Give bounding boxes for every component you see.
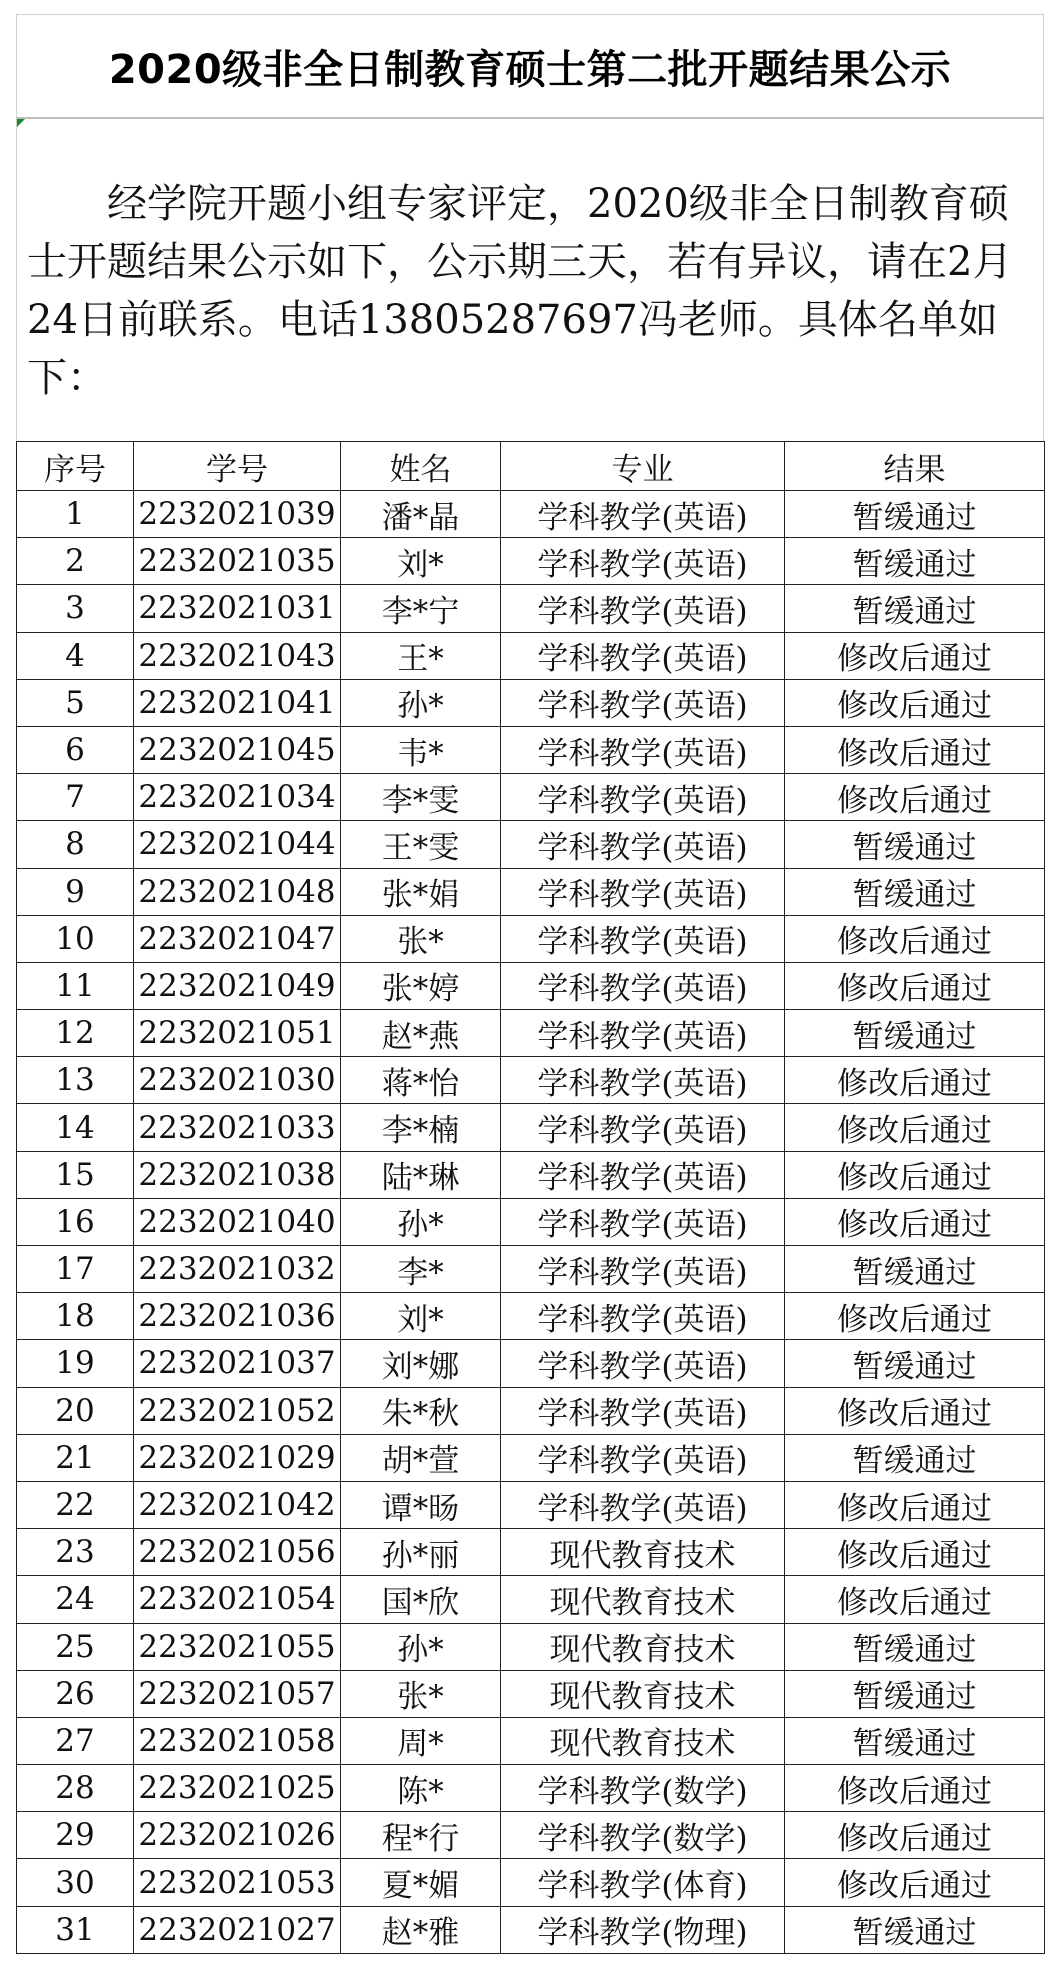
cell-result: 暂缓通过 — [785, 1670, 1045, 1717]
cell-index: 8 — [17, 821, 134, 868]
cell-name: 周* — [341, 1717, 501, 1764]
header-result: 结果 — [785, 442, 1045, 491]
cell-index: 19 — [17, 1340, 134, 1387]
cell-student-id: 2232021031 — [134, 585, 341, 632]
header-major: 专业 — [501, 442, 785, 491]
cell-major: 学科教学(数学) — [501, 1812, 785, 1859]
table-row — [17, 1387, 1045, 1434]
cell-index: 27 — [17, 1717, 134, 1764]
cell-index: 23 — [17, 1529, 134, 1576]
cell-major: 学科教学(英语) — [501, 632, 785, 679]
cell-student-id: 2232021026 — [134, 1812, 341, 1859]
cell-result: 暂缓通过 — [785, 1434, 1045, 1481]
cell-index: 16 — [17, 1198, 134, 1245]
table-row — [17, 538, 1045, 585]
cell-result: 修改后通过 — [785, 1387, 1045, 1434]
header-name: 姓名 — [341, 442, 501, 491]
cell-name: 李*雯 — [341, 774, 501, 821]
cell-major: 学科教学(英语) — [501, 1434, 785, 1481]
cell-result: 修改后通过 — [785, 1859, 1045, 1906]
cell-name: 胡*萱 — [341, 1434, 501, 1481]
cell-major: 学科教学(英语) — [501, 1387, 785, 1434]
cell-result: 修改后通过 — [785, 1198, 1045, 1245]
cell-name: 韦* — [341, 726, 501, 773]
cell-major: 学科教学(数学) — [501, 1765, 785, 1812]
table-row — [17, 1576, 1045, 1623]
cell-name: 陈* — [341, 1765, 501, 1812]
table-row — [17, 1151, 1045, 1198]
cell-name: 孙* — [341, 1623, 501, 1670]
cell-major: 现代教育技术 — [501, 1576, 785, 1623]
table-row — [17, 1340, 1045, 1387]
cell-major: 学科教学(英语) — [501, 538, 785, 585]
cell-student-id: 2232021038 — [134, 1151, 341, 1198]
cell-name: 国*欣 — [341, 1576, 501, 1623]
table-row — [17, 1812, 1045, 1859]
table-row — [17, 1859, 1045, 1906]
cell-name: 张* — [341, 1670, 501, 1717]
cell-name: 蒋*怡 — [341, 1057, 501, 1104]
cell-index: 1 — [17, 491, 134, 538]
cell-index: 15 — [17, 1151, 134, 1198]
table-row — [17, 679, 1045, 726]
cell-result: 修改后通过 — [785, 1576, 1045, 1623]
cell-result: 暂缓通过 — [785, 1717, 1045, 1764]
cell-index: 14 — [17, 1104, 134, 1151]
cell-result: 修改后通过 — [785, 1481, 1045, 1528]
table-row — [17, 1529, 1045, 1576]
table-row — [17, 1717, 1045, 1764]
cell-student-id: 2232021030 — [134, 1057, 341, 1104]
cell-major: 现代教育技术 — [501, 1670, 785, 1717]
cell-student-id: 2232021032 — [134, 1246, 341, 1293]
cell-index: 20 — [17, 1387, 134, 1434]
cell-name: 刘* — [341, 538, 501, 585]
cell-major: 学科教学(英语) — [501, 915, 785, 962]
cell-result: 修改后通过 — [785, 1293, 1045, 1340]
cell-index: 28 — [17, 1765, 134, 1812]
cell-index: 30 — [17, 1859, 134, 1906]
cell-name: 朱*秋 — [341, 1387, 501, 1434]
cell-major: 学科教学(英语) — [501, 726, 785, 773]
table-row — [17, 1434, 1045, 1481]
cell-student-id: 2232021049 — [134, 962, 341, 1009]
cell-major: 学科教学(英语) — [501, 1198, 785, 1245]
cell-index: 7 — [17, 774, 134, 821]
cell-major: 学科教学(英语) — [501, 585, 785, 632]
document — [16, 14, 1044, 1954]
table-row — [17, 821, 1045, 868]
cell-student-id: 2232021045 — [134, 726, 341, 773]
table-row — [17, 1481, 1045, 1528]
cell-name: 李*楠 — [341, 1104, 501, 1151]
cell-result: 暂缓通过 — [785, 1246, 1045, 1293]
header-student-id: 学号 — [134, 442, 341, 491]
table-row — [17, 585, 1045, 632]
cell-index: 5 — [17, 679, 134, 726]
cell-result: 修改后通过 — [785, 1057, 1045, 1104]
cell-major: 学科教学(英语) — [501, 1481, 785, 1528]
cell-name: 赵*燕 — [341, 1010, 501, 1057]
cell-student-id: 2232021048 — [134, 868, 341, 915]
cell-result: 暂缓通过 — [785, 538, 1045, 585]
cell-index: 17 — [17, 1246, 134, 1293]
cell-student-id: 2232021029 — [134, 1434, 341, 1481]
cell-result: 修改后通过 — [785, 962, 1045, 1009]
cell-result: 修改后通过 — [785, 726, 1045, 773]
cell-name: 张*婷 — [341, 962, 501, 1009]
cell-index: 12 — [17, 1010, 134, 1057]
header-index: 序号 — [17, 442, 134, 491]
page-title: 2020级非全日制教育硕士第二批开题结果公示 — [16, 14, 1044, 119]
cell-student-id: 2232021047 — [134, 915, 341, 962]
notice-text: 经学院开题小组专家评定，2020级非全日制教育硕士开题结果公示如下，公示期三天，若有异议，请在2月24日前联系。电话13805287697冯老师。具体名单如下： — [27, 181, 1013, 401]
table-row — [17, 491, 1045, 538]
table-row — [17, 1906, 1045, 1953]
cell-student-id: 2232021033 — [134, 1104, 341, 1151]
table-row — [17, 1670, 1045, 1717]
cell-result: 修改后通过 — [785, 1765, 1045, 1812]
table-row — [17, 1623, 1045, 1670]
cell-name: 赵*雅 — [341, 1906, 501, 1953]
cell-index: 18 — [17, 1293, 134, 1340]
cell-result: 修改后通过 — [785, 1812, 1045, 1859]
cell-index: 24 — [17, 1576, 134, 1623]
cell-index: 13 — [17, 1057, 134, 1104]
cell-major: 学科教学(英语) — [501, 1151, 785, 1198]
cell-major: 学科教学(英语) — [501, 962, 785, 1009]
cell-name: 李* — [341, 1246, 501, 1293]
cell-student-id: 2232021036 — [134, 1293, 341, 1340]
cell-comment-marker — [17, 119, 25, 127]
cell-result: 暂缓通过 — [785, 821, 1045, 868]
cell-result: 暂缓通过 — [785, 1010, 1045, 1057]
cell-student-id: 2232021035 — [134, 538, 341, 585]
cell-major: 现代教育技术 — [501, 1717, 785, 1764]
cell-student-id: 2232021056 — [134, 1529, 341, 1576]
cell-index: 21 — [17, 1434, 134, 1481]
cell-major: 学科教学(英语) — [501, 1104, 785, 1151]
cell-student-id: 2232021057 — [134, 1670, 341, 1717]
cell-name: 王* — [341, 632, 501, 679]
cell-result: 暂缓通过 — [785, 1340, 1045, 1387]
cell-major: 学科教学(英语) — [501, 1293, 785, 1340]
cell-result: 修改后通过 — [785, 915, 1045, 962]
cell-index: 11 — [17, 962, 134, 1009]
cell-student-id: 2232021043 — [134, 632, 341, 679]
cell-name: 刘*娜 — [341, 1340, 501, 1387]
cell-result: 修改后通过 — [785, 1151, 1045, 1198]
cell-index: 31 — [17, 1906, 134, 1953]
table-header-row — [17, 442, 1045, 491]
cell-major: 学科教学(英语) — [501, 774, 785, 821]
cell-result: 暂缓通过 — [785, 1906, 1045, 1953]
cell-major: 学科教学(英语) — [501, 821, 785, 868]
cell-result: 修改后通过 — [785, 774, 1045, 821]
cell-student-id: 2232021025 — [134, 1765, 341, 1812]
cell-name: 程*行 — [341, 1812, 501, 1859]
cell-name: 张*娟 — [341, 868, 501, 915]
cell-name: 孙*丽 — [341, 1529, 501, 1576]
cell-index: 6 — [17, 726, 134, 773]
results-table — [16, 441, 1045, 1954]
cell-student-id: 2232021052 — [134, 1387, 341, 1434]
cell-name: 王*雯 — [341, 821, 501, 868]
cell-name: 张* — [341, 915, 501, 962]
table-row — [17, 1010, 1045, 1057]
cell-name: 孙* — [341, 1198, 501, 1245]
cell-student-id: 2232021034 — [134, 774, 341, 821]
cell-name: 孙* — [341, 679, 501, 726]
cell-result: 修改后通过 — [785, 632, 1045, 679]
cell-index: 22 — [17, 1481, 134, 1528]
table-row — [17, 1057, 1045, 1104]
cell-student-id: 2232021058 — [134, 1717, 341, 1764]
cell-result: 暂缓通过 — [785, 868, 1045, 915]
cell-name: 李*宁 — [341, 585, 501, 632]
cell-major: 学科教学(英语) — [501, 679, 785, 726]
cell-student-id: 2232021027 — [134, 1906, 341, 1953]
cell-name: 陆*琳 — [341, 1151, 501, 1198]
table-row — [17, 1293, 1045, 1340]
cell-student-id: 2232021037 — [134, 1340, 341, 1387]
cell-student-id: 2232021042 — [134, 1481, 341, 1528]
cell-major: 学科教学(英语) — [501, 491, 785, 538]
cell-result: 修改后通过 — [785, 1104, 1045, 1151]
table-row — [17, 632, 1045, 679]
cell-result: 暂缓通过 — [785, 1623, 1045, 1670]
cell-major: 学科教学(物理) — [501, 1906, 785, 1953]
cell-major: 学科教学(英语) — [501, 1057, 785, 1104]
cell-student-id: 2232021041 — [134, 679, 341, 726]
cell-student-id: 2232021053 — [134, 1859, 341, 1906]
table-row — [17, 774, 1045, 821]
cell-name: 夏*媚 — [341, 1859, 501, 1906]
cell-major: 学科教学(英语) — [501, 1246, 785, 1293]
cell-major: 学科教学(英语) — [501, 1340, 785, 1387]
table-row — [17, 868, 1045, 915]
cell-student-id: 2232021040 — [134, 1198, 341, 1245]
cell-major: 现代教育技术 — [501, 1623, 785, 1670]
cell-index: 26 — [17, 1670, 134, 1717]
cell-major: 学科教学(英语) — [501, 868, 785, 915]
cell-name: 潘*晶 — [341, 491, 501, 538]
table-row — [17, 1104, 1045, 1151]
table-row — [17, 1765, 1045, 1812]
cell-index: 3 — [17, 585, 134, 632]
cell-index: 25 — [17, 1623, 134, 1670]
cell-student-id: 2232021051 — [134, 1010, 341, 1057]
cell-index: 10 — [17, 915, 134, 962]
cell-result: 暂缓通过 — [785, 491, 1045, 538]
cell-student-id: 2232021055 — [134, 1623, 341, 1670]
cell-index: 29 — [17, 1812, 134, 1859]
cell-result: 修改后通过 — [785, 1529, 1045, 1576]
notice-paragraph — [16, 119, 1044, 441]
table-row — [17, 726, 1045, 773]
cell-name: 刘* — [341, 1293, 501, 1340]
table-body — [17, 491, 1045, 1954]
cell-student-id: 2232021044 — [134, 821, 341, 868]
cell-major: 学科教学(体育) — [501, 1859, 785, 1906]
cell-major: 现代教育技术 — [501, 1529, 785, 1576]
cell-result: 暂缓通过 — [785, 585, 1045, 632]
table-row — [17, 962, 1045, 1009]
cell-index: 4 — [17, 632, 134, 679]
cell-student-id: 2232021039 — [134, 491, 341, 538]
cell-result: 修改后通过 — [785, 679, 1045, 726]
cell-name: 谭*旸 — [341, 1481, 501, 1528]
table-row — [17, 1246, 1045, 1293]
cell-index: 2 — [17, 538, 134, 585]
cell-index: 9 — [17, 868, 134, 915]
cell-student-id: 2232021054 — [134, 1576, 341, 1623]
table-row — [17, 915, 1045, 962]
table-row — [17, 1198, 1045, 1245]
cell-major: 学科教学(英语) — [501, 1010, 785, 1057]
